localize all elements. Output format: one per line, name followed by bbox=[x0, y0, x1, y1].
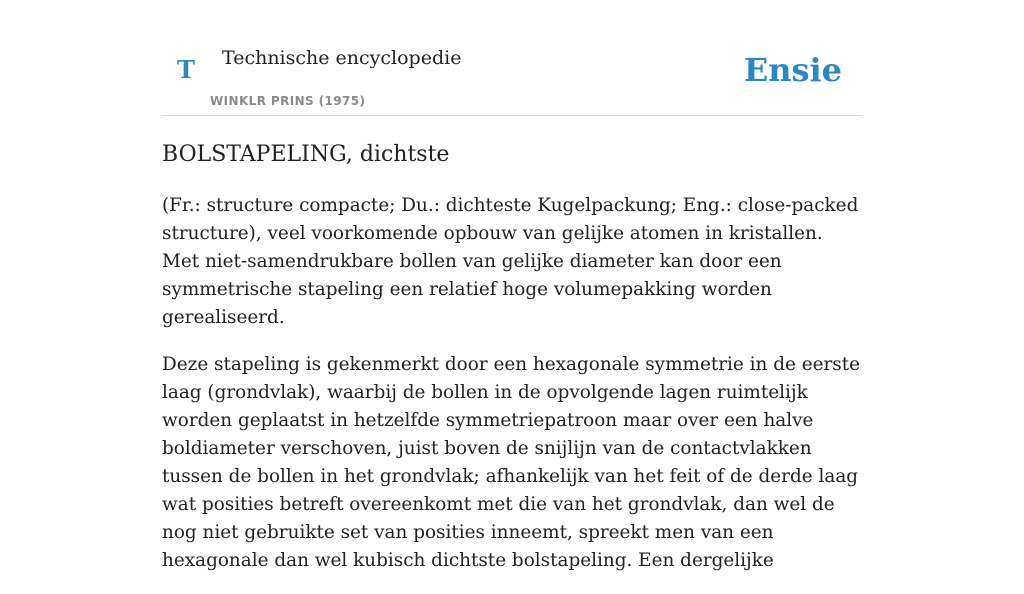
site-header bbox=[162, 0, 862, 116]
entry-title: BOLSTAPELING, dichtste bbox=[162, 142, 450, 167]
brand-logo[interactable]: Ensie bbox=[743, 51, 842, 89]
source-title-link[interactable]: Technische encyclopedie bbox=[222, 47, 462, 69]
entry-paragraph: (Fr.: structure compacte; Du.: dichteste Kugelpackung; Eng.: close-packed structure), veel voorkomende opbouw van gelijke atomen in kristallen. Met niet-samendrukbare bollen van gelijke diameter kan door een symmetrische stapeling een relatief hoge volumepakking worden gerealiseerd. bbox=[162, 195, 859, 328]
category-logo-icon[interactable]: T bbox=[177, 55, 195, 84]
source-subtitle: WINKLR PRINS (1975) bbox=[210, 94, 366, 108]
page bbox=[162, 0, 862, 571]
entry-body bbox=[162, 192, 862, 594]
entry-paragraph: Deze stapeling is gekenmerkt door een hexagonale symmetrie in de eerste laag (grondvlak), waarbij de bollen in de opvolgende lagen ruimtelijk worden geplaatst in hetzelfde symmetriepatroon maar over een halve boldiameter verschoven, juist boven de snijlijn van de contactvlakken tussen de bollen in het grondvlak; afhankelijk van het feit of de derde laag wat posities betreft overeenkomt met die van het grondvlak, dan wel de nog niet gebruikte set van posities inneemt, spreekt men van een hexagonale dan wel kubisch dichtste bolstapeling. Een dergelijke bbox=[162, 354, 860, 571]
